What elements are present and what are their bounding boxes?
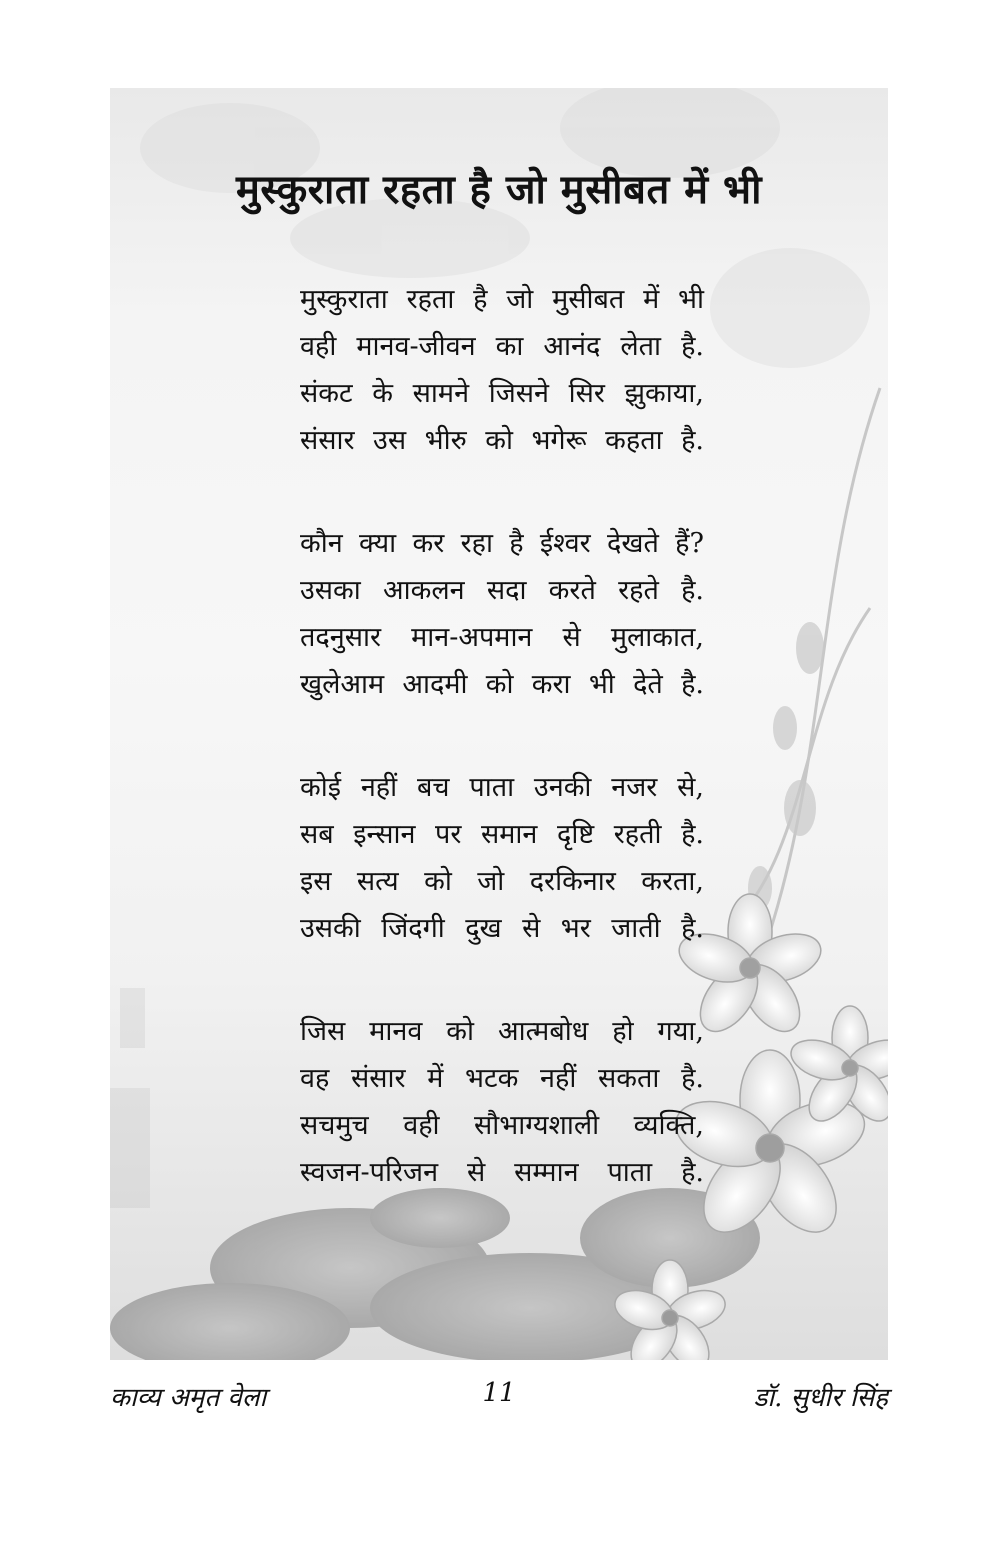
stanza-4 (300, 1008, 704, 1196)
poem-line: वह संसार में भटक नहीं सकता है. (300, 1063, 704, 1094)
poem-line: खुलेआम आदमी को करा भी देते है. (300, 669, 704, 700)
page-number: 11 (482, 1378, 516, 1408)
poem-line: इस सत्य को जो दरकिनार करता, (300, 866, 704, 897)
poem-line: सचमुच वही सौभाग्यशाली व्यक्ति, (300, 1110, 704, 1141)
poem-line: संकट के सामने जिसने सिर झुकाया, (300, 378, 704, 409)
poem-line: कोई नहीं बच पाता उनकी नजर से, (300, 772, 704, 803)
stanza-2 (300, 520, 704, 708)
poem-line: स्वजन-परिजन से सम्मान पाता है. (300, 1157, 704, 1188)
poem-line: कौन क्या कर रहा है ईश्वर देखते हैं? (300, 528, 704, 559)
page-footer (110, 1378, 888, 1418)
footer-author: डॉ. सुधीर सिंह (753, 1383, 888, 1413)
poem-line: संसार उस भीरु को भगेरू कहता है. (300, 425, 704, 456)
poem-body (300, 276, 704, 1252)
stanza-3 (300, 764, 704, 952)
poem-title: मुस्कुराता रहता है जो मुसीबत में भी (235, 166, 763, 213)
poem-line: जिस मानव को आत्मबोध हो गया, (300, 1016, 704, 1047)
poem-line: सब इन्सान पर समान दृष्टि रहती है. (300, 819, 704, 850)
footer-book-title: काव्य अमृत वेला (110, 1383, 267, 1413)
poem-line: वही मानव-जीवन का आनंद लेता है. (300, 331, 704, 362)
stanza-1 (300, 276, 704, 464)
poem-line: उसकी जिंदगी दुख से भर जाती है. (300, 913, 704, 944)
poem-line: तदनुसार मान-अपमान से मुलाकात, (300, 622, 704, 653)
poem-line: उसका आकलन सदा करते रहते है. (300, 575, 704, 606)
poem-line: मुस्कुराता रहता है जो मुसीबत में भी (300, 284, 704, 315)
